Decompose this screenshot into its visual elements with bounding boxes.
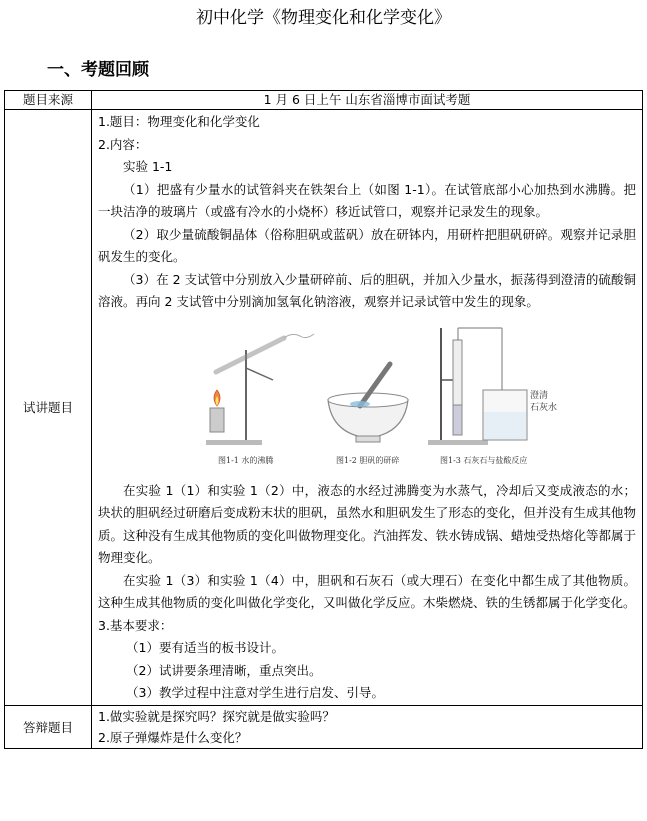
exam-table: [4, 90, 643, 749]
table-row-source: [5, 91, 643, 110]
experiment-title: 实验 1-1: [123, 159, 173, 174]
trial-topic: 1.题目：物理变化和化学变化: [98, 114, 260, 129]
requirement-2: （2）试讲要条理清晰，重点突出。: [126, 662, 322, 678]
figure-boiling-water: [206, 334, 314, 465]
content-label: 2.内容：: [98, 136, 148, 152]
defense-label: 答辩题目: [5, 705, 92, 748]
figure-limestone: [428, 328, 557, 465]
requirements-label: 3.基本要求：: [98, 617, 173, 633]
beaker-label-2: 石灰水: [530, 402, 558, 413]
figure-mortar: [328, 364, 408, 465]
requirement-1: （1）要有适当的板书设计。: [126, 640, 284, 655]
defense-content: [92, 705, 643, 748]
defense-question-2: 2.原子弹爆炸是什么变化？: [98, 729, 248, 745]
table-row-trial: [5, 110, 643, 706]
experiment-illustration: [98, 320, 618, 470]
paragraph-5: 在实验 1（3）和实验 1（4）中，胆矾和石灰石（或大理石）在变化中都生成了其他物质。这种生成其他物质的变化叫做化学变化，又叫做化学反应。木柴燃烧、铁的生锈都属于化学变化。: [98, 572, 636, 610]
defense-question-1: 1.做实验就是探究吗？探究就是做实验吗？: [98, 708, 335, 724]
trial-label: 试讲题目: [5, 110, 92, 706]
source-value: 1 月 6 日上午 山东省淄博市面试考题: [92, 91, 643, 110]
source-label: 题目来源: [5, 91, 92, 110]
beaker-label-1: 澄清: [530, 390, 549, 401]
section-heading: 一、考题回顾: [47, 60, 149, 80]
paragraph-2: （2）取少量硫酸铜晶体（俗称胆矾或蓝矾）放在研钵内，用研杵把胆矾研碎。观察并记录胆矾发生的变化。: [98, 226, 636, 264]
experiment-figure: [98, 320, 636, 470]
document-title: 初中化学《物理变化和化学变化》: [196, 8, 451, 28]
requirement-3: （3）教学过程中注意对学生进行启发、引导。: [126, 685, 384, 700]
caption-fig-1-3: 图1-3 石灰石与盐酸反应: [440, 455, 528, 465]
trial-content: [92, 110, 643, 706]
paragraph-3: （3）在 2 支试管中分别放入少量研碎前、后的胆矾，并加入少量水，振荡得到澄清的硫酸铜溶液。再向 2 支试管中分别滴加氢氧化钠溶液，观察并记录试管中发生的现象。: [98, 271, 636, 309]
paragraph-4: 在实验 1（1）和实验 1（2）中，液态的水经过沸腾变为水蒸气，冷却后又变成液态的水；块状的胆矾经过研磨后变成粉末状的胆矾，虽然水和胆矾发生了形态的变化，但并没有生成其他物质。这种没有生成其他物质的变化叫做物理变化。汽油挥发、铁水铸成锅、蜡烛受热熔化等都属于物理变化。: [98, 482, 636, 565]
paragraph-1: （1）把盛有少量水的试管斜夹在铁架台上（如图 1-1）。在试管底部小心加热到水沸腾。把一块洁净的玻璃片（或盛有冷水的小烧杯）移近试管口，观察并记录发生的现象。: [98, 181, 636, 219]
caption-fig-1-1: 图1-1 水的沸腾: [218, 455, 274, 465]
caption-fig-1-2: 图1-2 胆矾的研碎: [336, 455, 400, 465]
table-row-defense: [5, 705, 643, 748]
